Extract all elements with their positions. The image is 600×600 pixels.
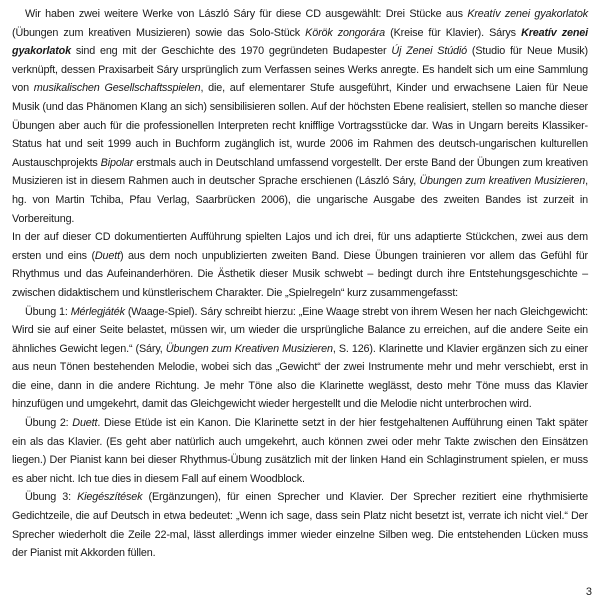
emphasized-text: Körök zongorára	[305, 26, 386, 39]
text-run: , die, auf elementarer Stufe ausgeführt, Kinder und erwachsene Laien für Neue Musik (und das Phänomen Klang an sich) sensibilisieren sollen. Auf der höchsten Ebene realisiert, stellen so manche dieser Übungen aber auch für die professionellen Interpreten recht knifflige Vortragsstücke dar. Was in Ungarn bereits Klassiker-Status hat und seit 1999 auch in Buchform zugänglich ist, wurde 2006 im Rahmen des deutsch-ungarischen kulturellen Austauschprojekts	[12, 82, 589, 169]
page-number: 3	[585, 586, 592, 598]
paragraph-uebung-3	[12, 488, 588, 562]
emphasized-text: Új Zenei Stúdió	[391, 45, 468, 58]
text-run: Übung 3:	[25, 491, 78, 504]
text-run: (Kreise für Klavier). Sárys	[385, 26, 522, 39]
emphasized-text: Übungen zum Kreativen Musizieren	[165, 342, 333, 355]
paragraph-performance	[12, 228, 588, 302]
text-run: , hg. von Martin Tchiba, Pfau Verlag, Saarbrücken 2006), die ungarische Ausgabe des zweiten Bandes ist zurzeit in Vorbereitung.	[12, 175, 588, 225]
text-run: Übung 1:	[25, 305, 71, 318]
emphasized-text: Mérlegjáték	[70, 305, 125, 318]
emphasized-text: Übungen zum kreativen Musizieren	[419, 175, 586, 188]
paragraph-uebung-2	[12, 414, 588, 488]
text-run: Wir haben zwei weitere Werke von László Sáry für diese CD ausgewählt: Drei Stücke aus	[25, 8, 468, 20]
text-run: In der auf dieser CD dokumentierten Aufführung spielten Lajos und ich drei, für uns adaptierte Stückchen, zwei aus dem ersten und eins (	[12, 231, 588, 262]
emphasized-text: Duett	[94, 249, 120, 262]
emphasized-text: musikalischen Gesellschaftsspielen	[33, 82, 201, 95]
emphasized-text: Duett	[72, 417, 98, 430]
text-run: (Waage-Spiel). Sáry schreibt hierzu: „Eine Waage strebt von ihrem Wesen her nach Gleichgewicht: Wird sie auf einer Seite belastet, müssen wir, um wieder die ursprüngliche Balance zu erreichen, auf die andere Seite ein ähnliches Gewicht legen.“ (Sáry,	[12, 305, 588, 355]
text-run: ) aus dem noch unpublizierten zweiten Band. Diese Übungen trainieren vor allem das Gefühl für Rhythmus und das Aufeinanderhören. Die Ästhetik dieser Musik schwebt – bedingt durch ihre Entstehungsgeschichte – zwischen didaktischem und künstlerischem Charakter. Die „Spielregeln“ kurz zusammengefasst:	[12, 249, 589, 299]
emphasized-text: Kreatív zenei gyakorlatok	[12, 26, 588, 58]
text-run: erstmals auch in Deutschland umfassend vorgestellt. Der erste Band der Übungen zum kreativen Musizieren ist in diesem Rahmen auch in deutscher Sprache erschienen (László Sáry,	[12, 156, 589, 188]
text-run: Übung 2:	[25, 417, 73, 430]
paragraph-uebung-1	[12, 303, 588, 415]
document-page	[12, 5, 588, 585]
text-run: , S. 126). Klarinette und Klavier ergänzen sich zu einer aus neun Tönen bestehenden Melodie, wobei sich das „Gewicht“ der zwei Instrumente mehr und mehr verschiebt, erst in die eine, dann in die andere Richtung. Je mehr Töne also die Klarinette weglässt, desto mehr Töne muss das Klavier hinzufügen und umgekehrt, damit das Gleichgewicht wieder hergestellt und die Melodie nicht unterbrochen wird.	[12, 342, 588, 411]
emphasized-text: Kreatív zenei gyakorlatok	[467, 8, 588, 20]
emphasized-text: Kiegészítések	[77, 491, 143, 504]
paragraph-intro	[12, 5, 588, 228]
text-run: (Studio für Neue Musik) verknüpft, dessen Praxisarbeit Sáry ursprünglich zum Verfassen seines Werks anregte. Es handelt sich um eine Sammlung von	[12, 45, 588, 95]
text-run: (Ergänzungen), für einen Sprecher und Klavier. Der Sprecher rezitiert eine rhythmisierte Gedichtzeile, die auf Deutsch in etwa bedeutet: „Wenn ich sage, dass sein Platz nicht besetzt ist, verrate ich nicht viel.“ Der Sprecher wiederholt die Zeile 22-mal, lässt allerdings immer wieder einzelne Silben weg. Die entstehenden Lücken muss der Pianist mit Akkorden füllen.	[12, 491, 588, 560]
text-run: (Übungen zum kreativen Musizieren) sowie das Solo-Stück	[12, 26, 306, 39]
emphasized-text: Bipolar	[100, 156, 134, 169]
text-run: . Diese Etüde ist ein Kanon. Die Klarinette setzt in der hier festgehaltenen Aufführung einen Takt später ein als das Klavier. (Es geht aber natürlich auch umgekehrt, auch können zwei oder mehr Takte zwischen den Einsätzen liegen.) Der Pianist kann bei dieser Rhythmus-Übung zusätzlich mit der linken Hand ein Schlaginstrument spielen, er muss es aber nicht. Ich tue dies in diesem Fall auf einem Woodblock.	[12, 417, 588, 485]
text-run: sind eng mit der Geschichte des 1970 gegründeten Budapester	[70, 45, 392, 58]
